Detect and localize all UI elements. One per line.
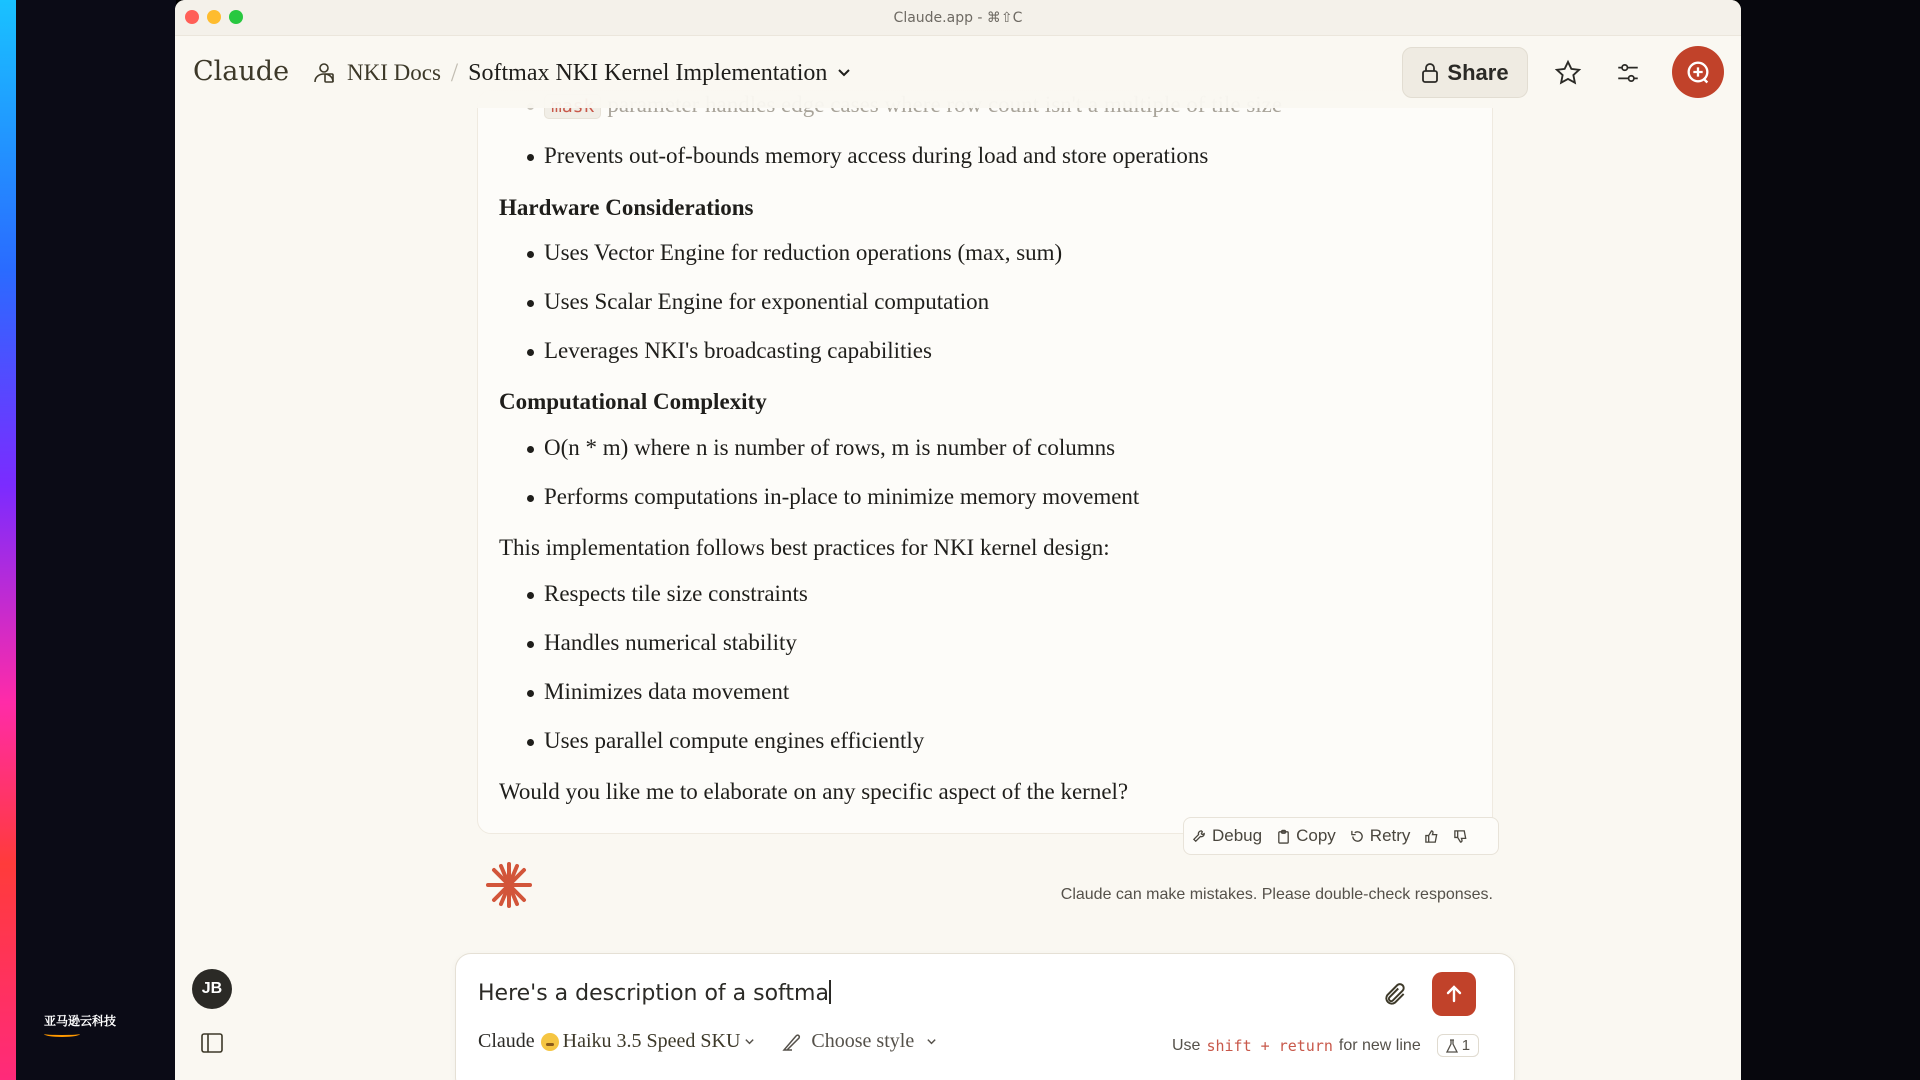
chevron-down-icon — [744, 1036, 755, 1047]
project-link[interactable]: NKI Docs — [347, 60, 441, 85]
section-heading: Computational Complexity — [499, 389, 767, 414]
user-avatar[interactable]: JB — [192, 969, 232, 1009]
claude-spark-icon — [484, 860, 534, 910]
disclaimer-text: Claude can make mistakes. Please double-check responses. — [1060, 886, 1493, 903]
sidebar-toggle-icon[interactable] — [201, 1033, 223, 1053]
style-label: Choose style — [811, 1030, 915, 1052]
model-selector-row — [478, 1030, 937, 1053]
list-item: Respects tile size constraints — [544, 581, 1444, 607]
message-composer — [455, 953, 1515, 1080]
debug-label: Debug — [1212, 826, 1263, 845]
sliders-icon — [1615, 60, 1641, 86]
section-heading: Hardware Considerations — [499, 195, 754, 220]
breadcrumb-separator: / — [450, 58, 459, 87]
paperclip-icon[interactable] — [1382, 982, 1408, 1008]
hint-rest: for new line — [1338, 1036, 1421, 1054]
project-icon — [311, 60, 337, 86]
message-input[interactable] — [478, 980, 831, 1006]
paragraph: This implementation follows best practices for NKI kernel design: — [499, 535, 1110, 560]
chat-plus-icon — [1684, 58, 1712, 86]
list-item: Performs computations in-place to minimize memory movement — [544, 484, 1444, 510]
paragraph: Would you like me to elaborate on any specific aspect of the kernel? — [499, 779, 1129, 804]
list-item: Handles numerical stability — [544, 630, 1444, 656]
send-button[interactable] — [1432, 972, 1476, 1016]
quill-icon — [781, 1031, 803, 1053]
desktop-background-right — [1740, 0, 1920, 1080]
watermark-logo — [44, 1012, 116, 1037]
share-button[interactable] — [1402, 47, 1528, 98]
list-item: Leverages NKI's broadcasting capabilities — [544, 338, 1444, 364]
desktop-background — [16, 0, 176, 1080]
model-brand: Claude — [478, 1030, 535, 1052]
retry-icon — [1350, 829, 1365, 844]
copy-button[interactable] — [1276, 826, 1336, 846]
chevron-down-icon — [926, 1036, 937, 1047]
hint-use: Use — [1172, 1036, 1201, 1054]
model-emoji-icon — [541, 1033, 559, 1051]
thumbs-down-button[interactable] — [1453, 829, 1468, 844]
thumbs-down-icon — [1453, 829, 1468, 844]
wrench-icon — [1192, 829, 1207, 844]
lock-icon — [1421, 63, 1439, 83]
hint-keys: shift + return — [1206, 1036, 1333, 1055]
model-name: Haiku 3.5 Speed SKU — [562, 1030, 741, 1052]
text-caret — [829, 980, 831, 1004]
debug-button[interactable] — [1192, 826, 1262, 846]
app-window — [175, 0, 1741, 1080]
chat-title[interactable]: Softmax NKI Kernel Implementation — [468, 59, 828, 86]
list-item: Uses Vector Engine for reduction operations (max, sum) — [544, 240, 1444, 266]
message-input-text: Here's a description of a softma — [478, 981, 829, 1006]
app-header — [175, 36, 1741, 108]
clipboard-icon — [1276, 829, 1291, 844]
counter-value: 1 — [1461, 1037, 1471, 1054]
flask-icon — [1446, 1039, 1458, 1053]
newline-hint — [1172, 1034, 1479, 1057]
star-icon — [1554, 59, 1582, 87]
watermark-text: 亚马逊云科技 — [44, 1014, 117, 1028]
new-chat-button[interactable] — [1672, 46, 1724, 98]
title-bar — [175, 0, 1741, 36]
list-item: Uses parallel compute engines efficiently — [544, 728, 1444, 754]
style-selector[interactable] — [781, 1030, 937, 1053]
list-item: Minimizes data movement — [544, 679, 1444, 705]
smile-icon — [44, 1031, 80, 1037]
model-selector[interactable] — [478, 1030, 755, 1053]
chevron-down-icon[interactable] — [837, 66, 851, 80]
settings-button[interactable] — [1611, 56, 1645, 90]
message-actions — [1183, 817, 1499, 855]
window-title: Claude.app - ⌘⇧C — [893, 10, 1023, 26]
favorite-button[interactable] — [1551, 56, 1585, 90]
arrow-up-icon — [1443, 983, 1465, 1005]
list-item: Prevents out-of-bounds memory access during load and store operations — [544, 143, 1444, 169]
participant-counter[interactable] — [1437, 1034, 1479, 1057]
thumbs-up-button[interactable] — [1424, 829, 1439, 844]
share-label: Share — [1447, 59, 1509, 85]
claude-logo[interactable]: Claude — [193, 56, 290, 87]
copy-label: Copy — [1296, 826, 1336, 845]
retry-label: Retry — [1369, 826, 1411, 845]
retry-button[interactable] — [1350, 826, 1411, 846]
desktop-wallpaper — [0, 0, 16, 1080]
list-item: Uses Scalar Engine for exponential computation — [544, 289, 1444, 315]
breadcrumb — [311, 58, 851, 88]
thumbs-up-icon — [1424, 829, 1439, 844]
list-item: O(n * m) where n is number of rows, m is number of columns — [544, 435, 1444, 461]
